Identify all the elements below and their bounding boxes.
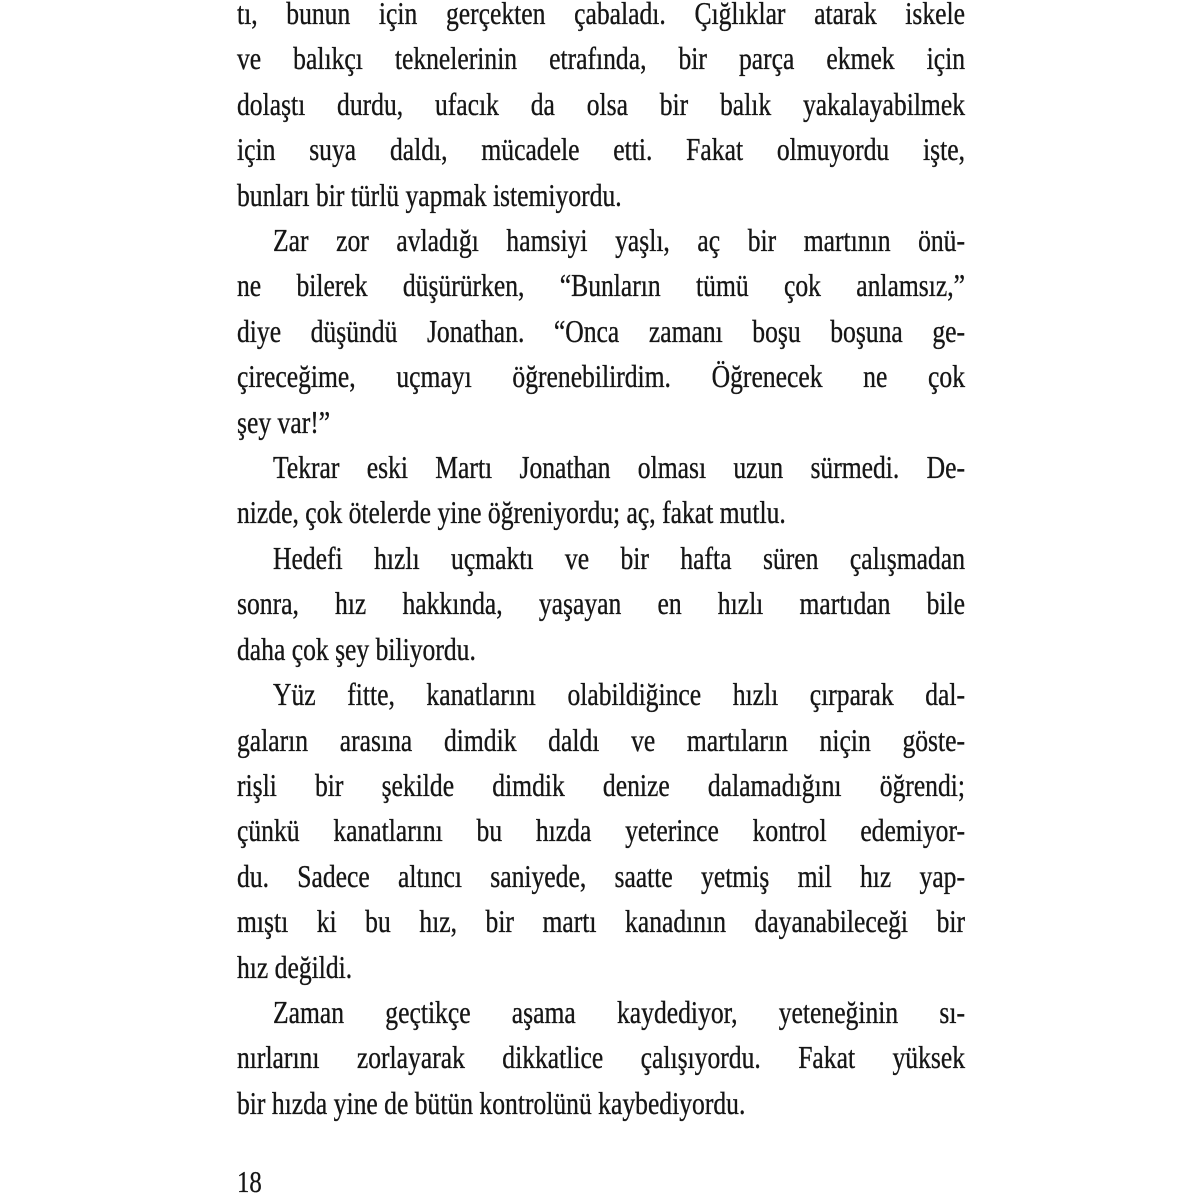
paragraph bbox=[237, 990, 965, 1126]
text-line: Zar zor avladığı hamsiyi yaşlı, aç bir martının önü- bbox=[273, 222, 965, 259]
text-line: ve balıkçı teknelerinin etrafında, bir parça ekmek için bbox=[237, 40, 965, 77]
text-line: Zaman geçtikçe aşama kaydediyor, yeteneğinin sı- bbox=[273, 993, 965, 1030]
text-line: mıştı ki bu hız, bir martı kanadının dayanabileceği bir bbox=[237, 903, 965, 940]
page-number: 18 bbox=[237, 1164, 262, 1199]
text-line: nırlarını zorlayarak dikkatlice çalışıyordu. Fakat yüksek bbox=[237, 1039, 965, 1076]
text-line: daha çok şey biliyordu. bbox=[237, 630, 476, 667]
paragraph bbox=[237, 536, 965, 672]
text-line: Tekrar eski Martı Jonathan olması uzun sürmedi. De- bbox=[273, 449, 965, 486]
text-line: sonra, hız hakkında, yaşayan en hızlı martıdan bile bbox=[237, 585, 965, 622]
paragraph bbox=[237, 672, 965, 990]
text-line: hız değildi. bbox=[237, 948, 353, 985]
text-line: çireceğime, uçmayı öğrenebilirdim. Öğrenecek ne çok bbox=[237, 358, 965, 395]
paragraph bbox=[237, 218, 965, 445]
text-line: tı, bunun için gerçekten çabaladı. Çığlıklar atarak iskele bbox=[237, 0, 965, 31]
body-text bbox=[237, 0, 965, 1126]
text-line: için suya daldı, mücadele etti. Fakat olmuyordu işte, bbox=[237, 131, 965, 168]
text-line: nizde, çok ötelerde yine öğreniyordu; aç, fakat mutlu. bbox=[237, 494, 786, 531]
text-line: gaların arasına dimdik daldı ve martıların niçin göste- bbox=[237, 721, 965, 758]
text-line: diye düşündü Jonathan. “Onca zamanı boşu boşuna ge- bbox=[237, 312, 965, 349]
text-line: ne bilerek düşürürken, “Bunların tümü çok anlamsız,” bbox=[237, 267, 965, 304]
text-line: rişli bir şekilde dimdik denize dalamadığını öğrendi; bbox=[237, 766, 965, 803]
text-line: Yüz fitte, kanatlarını olabildiğince hızlı çırparak dal- bbox=[273, 676, 965, 713]
paragraph bbox=[237, 0, 965, 218]
paragraph bbox=[237, 445, 965, 536]
text-line: bunları bir türlü yapmak istemiyordu. bbox=[237, 176, 622, 213]
text-line: Hedefi hızlı uçmaktı ve bir hafta süren çalışmadan bbox=[273, 539, 965, 576]
text-line: şey var!” bbox=[237, 403, 331, 440]
text-line: bir hızda yine de bütün kontrolünü kaybediyordu. bbox=[237, 1084, 746, 1121]
text-line: çünkü kanatlarını bu hızda yeterince kontrol edemiyor- bbox=[237, 812, 965, 849]
text-line: dolaştı durdu, ufacık da olsa bir balık yakalayabilmek bbox=[237, 85, 965, 122]
text-line: du. Sadece altıncı saniyede, saatte yetmiş mil hız yap- bbox=[237, 857, 965, 894]
